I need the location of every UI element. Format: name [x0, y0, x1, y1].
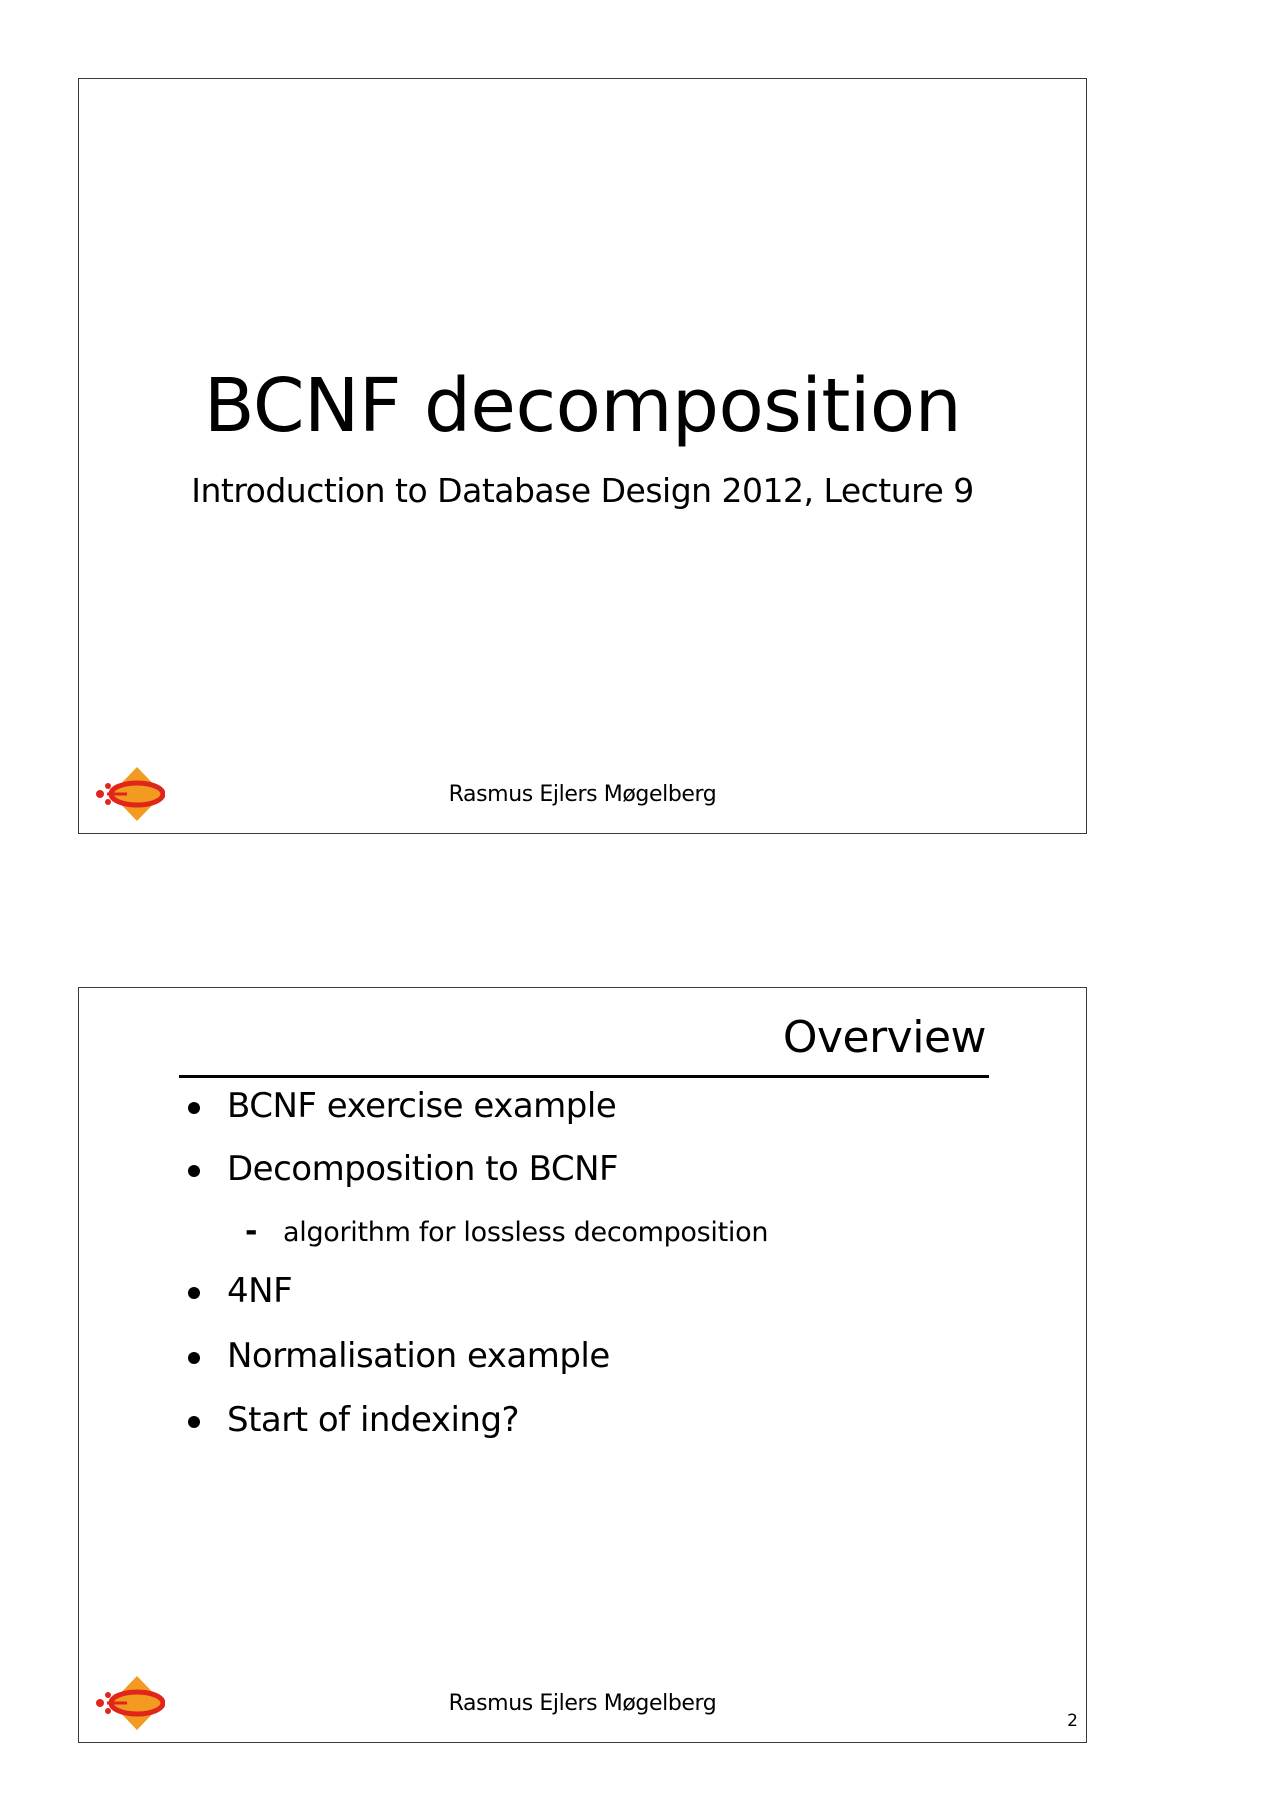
- bullet-list: [79, 988, 1086, 1742]
- slide-title: BCNF decomposition: [203, 363, 962, 449]
- footer-author: Rasmus Ejlers Møgelberg: [448, 782, 717, 807]
- slide-heading: Overview: [782, 1012, 986, 1063]
- bullet-dot: [188, 1352, 200, 1364]
- bullet-text: Normalisation example: [227, 1336, 610, 1376]
- page-number: 2: [1067, 1711, 1078, 1731]
- bullet-text: Start of indexing?: [227, 1400, 520, 1440]
- slide-2: [78, 987, 1087, 1743]
- bullet-text: BCNF exercise example: [227, 1086, 617, 1126]
- bullet-dot: [188, 1102, 200, 1114]
- bullet-item: [227, 1400, 520, 1440]
- bullet-item: [227, 1086, 617, 1126]
- subbullet-text: algorithm for lossless decomposition: [283, 1217, 769, 1248]
- dash-marker: -: [245, 1214, 258, 1249]
- itu-logo-icon: [93, 1674, 165, 1732]
- bullet-item: [227, 1271, 293, 1311]
- footer-author: Rasmus Ejlers Møgelberg: [448, 1691, 717, 1716]
- bullet-dot: [188, 1287, 200, 1299]
- subbullet-item: [245, 1214, 769, 1249]
- bullet-dot: [188, 1165, 200, 1177]
- itu-logo-icon: [93, 765, 165, 823]
- slide-subtitle: Introduction to Database Design 2012, Lecture 9: [191, 471, 974, 510]
- bullet-item: [227, 1149, 619, 1189]
- bullet-text: 4NF: [227, 1271, 293, 1311]
- slide-1: [78, 78, 1087, 834]
- bullet-dot: [188, 1416, 200, 1428]
- bullet-item: [227, 1336, 610, 1376]
- bullet-text: Decomposition to BCNF: [227, 1149, 619, 1189]
